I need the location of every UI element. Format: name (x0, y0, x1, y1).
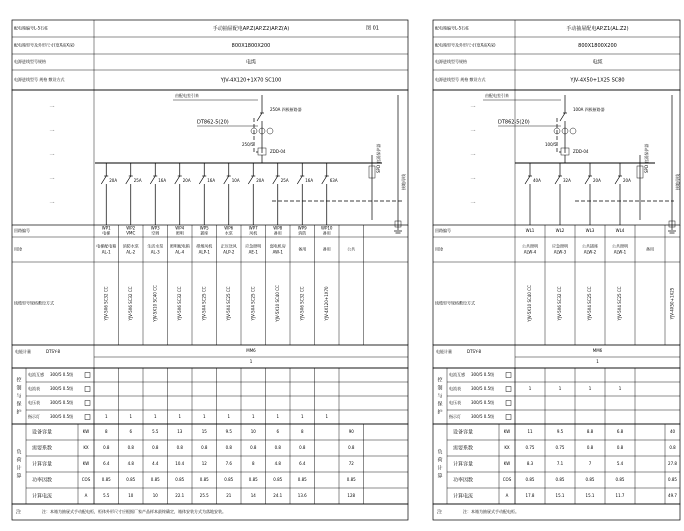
aux-label: ZDD-04 (573, 149, 589, 154)
calc-row-value: 9.5 (225, 429, 232, 434)
calc-side-label: 算 (16, 473, 22, 480)
cable-spec: YJV-4X50+1X25 (669, 287, 675, 320)
tick-marks: 一 (470, 104, 476, 111)
calc-row-value: 0.8 (586, 445, 594, 450)
calc-row-value: 27.8 (668, 461, 677, 466)
calc-row-value: 0.85 (175, 477, 185, 482)
circuit-id: WP10 (321, 225, 333, 231)
calc-row-value: 4.8 (274, 461, 281, 466)
calc-row-label: 设备容量 (453, 429, 474, 436)
calc-side-label: 计 (16, 465, 22, 472)
usage-name: ALW-1 (613, 249, 627, 255)
tick-marks: 一 (49, 128, 55, 135)
calc-side-label: 算 (437, 473, 443, 480)
sub-row-value: 1 (251, 414, 255, 419)
tick-marks: 一 (470, 200, 476, 207)
main-breaker-label: 100A 四极断路器 (573, 107, 605, 112)
calc-row-value: 11.7 (615, 493, 625, 498)
calc-row-value: 8.3 (526, 461, 534, 466)
usage-name: 备用 (646, 246, 654, 252)
header-tag: 图 01 (366, 25, 379, 32)
calc-row-value: 5.5 (152, 429, 159, 434)
meter-row-value: MM6 (246, 348, 256, 353)
breaker-rating: 20A (109, 178, 118, 183)
circuit-row-label: 回路编号 (435, 228, 451, 233)
usage-name: ALW-3 (553, 249, 567, 255)
breaker-rating: 25A (133, 178, 142, 183)
circuit-id: WL2 (555, 228, 565, 233)
cable-spec: YJV-5X10 SC40 CC (274, 285, 280, 322)
ground-label: 接地母线 (675, 174, 680, 190)
circuit-id: WP9 (297, 225, 307, 231)
circuit-id: WP6 (224, 225, 234, 231)
calc-row-value: 0.8 (127, 445, 134, 450)
tick-marks: 一 (470, 176, 476, 183)
calc-row-value: 13.6 (297, 493, 307, 498)
sub-side-label: 与 (16, 393, 22, 400)
cable-spec: YJV-5X4 SC25 CC (201, 286, 207, 321)
calc-row-label: 功率因数 (453, 477, 474, 484)
incoming-note: 由配电室引来 (485, 93, 509, 98)
calc-row-value: 0.75 (525, 445, 535, 450)
sub-row-label: 电压表 (28, 400, 40, 405)
circuit-id: WL4 (615, 228, 625, 233)
meter-label: 100/5 (545, 142, 557, 147)
circuit-id: 备用 (322, 230, 331, 236)
sub-row-code: 300/5 0.5级 (471, 414, 495, 419)
calc-row-value: 0.85 (101, 477, 111, 482)
usage-name: AL-3 (150, 249, 160, 255)
calc-row-value: 8 (104, 429, 108, 434)
tick-marks: 一 (49, 200, 55, 207)
calc-row-value: 6.4 (103, 461, 110, 466)
calc-row-unit: KX (83, 445, 89, 450)
meter-row-label: 电能计量 (15, 349, 31, 354)
calc-row-value: 6.8 (616, 429, 624, 434)
usage-name: AL-1 (101, 249, 111, 255)
circuit-row-label: 回路编号 (14, 228, 30, 233)
calc-row-value: 8.8 (586, 429, 594, 434)
usage-name: 公共 (347, 246, 356, 252)
cable-spec: YJV-5X6 SC32 CC (557, 286, 562, 321)
breaker-rating: 16A (207, 178, 216, 183)
calc-row-value: 0.8 (176, 445, 183, 450)
calc-row-value: 15.1 (555, 493, 565, 498)
calc-row-value: 4.4 (152, 461, 159, 466)
sub-row-code: 300/5 0.5级 (471, 372, 495, 377)
circuit-id: WL1 (525, 228, 535, 233)
calc-row-label: 计算电流 (32, 493, 53, 500)
cable-spec: YJV-5X6 SC32 CC (176, 286, 182, 321)
usage-name: 备用 (322, 246, 331, 252)
usage-name: 应急照明 (552, 243, 568, 249)
calc-row-value: 0.85 (199, 477, 209, 482)
calc-row-value: 7 (588, 461, 592, 466)
calc-row-value: 0.8 (103, 445, 110, 450)
calc-row-unit: KW (503, 461, 511, 466)
cable-spec: YJV-4X120+1X70 (323, 286, 329, 321)
usage-name: AW-1 (272, 249, 283, 255)
footnote-mark: 注 (437, 509, 443, 516)
calc-row-value: 0.75 (555, 445, 565, 450)
tick-marks: 一 (470, 152, 476, 159)
circuit-id: WP3 (150, 225, 160, 231)
usage-name: AE-1 (248, 249, 258, 255)
sub-row-value: 1 (528, 386, 532, 391)
calc-row-label: 需要系数 (453, 445, 474, 452)
circuit-id: 水泵 (224, 230, 233, 236)
cable-spec: YJV-5X4 SC25 CC (617, 286, 622, 321)
footnote: 注：本箱为抽屉式手动配电柜，柜体外形尺寸应根据厂家产品样本最终确定，箱体安装方式为落地安装。 (42, 509, 226, 514)
breaker-rating: 32A (563, 178, 571, 183)
header-value: 800X1800X200 (578, 43, 617, 49)
calc-row-value: 72 (348, 461, 354, 466)
calc-row-value: 10 (152, 493, 158, 498)
calc-row-value: 0.85 (297, 477, 307, 482)
circuit-id: 消防 (298, 230, 307, 236)
breaker-rating: 20A (623, 178, 631, 183)
usage-name: 电梯配电箱 (96, 243, 117, 249)
usage-name: 弱电机房 (269, 243, 286, 249)
breaker-rating: 25A (280, 178, 289, 183)
sub-row-code: 300/5 0.5级 (471, 400, 495, 405)
spd-label: SPD 浪涌保护器 (376, 143, 381, 173)
sub-row-value: 1 (227, 414, 231, 419)
calc-row-value: 8 (251, 461, 255, 466)
breaker-rating: 20A (593, 178, 601, 183)
calc-row-value: 10 (128, 493, 134, 498)
circuit-id: 备用 (273, 230, 282, 236)
circuit-id: WP4 (175, 225, 185, 231)
spd-label: SPD 浪涌保护器 (644, 143, 649, 173)
calc-row-unit: KX (504, 445, 510, 450)
header-label: 配电箱型号及外形尺寸(宽X高X深) (14, 42, 75, 48)
breaker-rating: 20A (182, 178, 191, 183)
breaker-rating: 16A (158, 178, 167, 183)
usage-name: 应急照明 (245, 243, 262, 249)
calc-row-value: 0.8 (152, 445, 159, 450)
calc-row-unit: KW (82, 429, 90, 434)
sub-row-value: 1 (153, 414, 157, 419)
meter-row-code: DTSY-8 (467, 349, 482, 354)
header-value: 电缆 (245, 59, 257, 66)
aux-label: ZDD-04 (270, 149, 286, 154)
meter-row-sub: 1 (596, 359, 599, 364)
circuit-row-label: 线缆型号规格敷设方式 (14, 300, 54, 306)
tick-marks: 一 (470, 128, 476, 135)
breaker-rating: 16A (305, 178, 314, 183)
header-value: 800X1800X200 (231, 43, 271, 49)
cable-spec: YJV-5X4 SC25 CC (587, 286, 592, 321)
circuit-id: VMC (126, 230, 136, 236)
main-breaker-label: 250A 四极断路器 (270, 107, 302, 112)
calc-row-value: 7.6 (225, 461, 232, 466)
sub-row-value: 1 (558, 386, 562, 391)
circuit-id: WP8 (273, 225, 283, 231)
calc-row-value: 13 (177, 429, 183, 434)
circuit-id: 电梯 (102, 230, 111, 236)
cable-spec: YJV-5X10 SC40 CC (152, 285, 158, 322)
calc-side-label: 荷 (16, 457, 22, 464)
calc-row-unit: KW (503, 429, 511, 434)
sub-row-label: 指示灯 (449, 414, 461, 419)
sub-row-value: 1 (129, 414, 133, 419)
circuit-id: 风机 (249, 230, 258, 236)
calc-row-value: 0.85 (525, 477, 535, 482)
calc-row-value: 22.1 (175, 493, 185, 498)
circuit-id: 照明 (175, 230, 184, 236)
circuit-row-label: 线缆型号规格敷设方式 (435, 300, 475, 306)
usage-name: AL-4 (175, 249, 185, 255)
circuit-id: WP5 (199, 225, 209, 231)
meter-row-code: DTSY-8 (46, 349, 61, 354)
header-label: 电源进线型号规格 (14, 59, 46, 64)
usage-name: ALW-2 (583, 249, 597, 255)
sub-row-value: 1 (104, 414, 108, 419)
usage-name: 备用 (298, 246, 307, 252)
sub-row-value: 1 (588, 386, 592, 391)
calc-row-label: 需要系数 (32, 445, 53, 452)
header-value: 手动抽屉配电AP.Z1(AL.Z2) (566, 26, 629, 32)
meter-label: 250/5 (242, 142, 254, 147)
usage-name: ALP-1 (198, 249, 210, 255)
calc-row-value: 6 (129, 429, 133, 434)
sub-row-value: 1 (325, 414, 329, 419)
circuit-id: WP7 (248, 225, 258, 231)
sub-row-label: 电流表 (449, 386, 461, 391)
calc-row-value: 0.85 (615, 477, 625, 482)
calc-row-value: 17.8 (525, 493, 535, 498)
calc-row-label: 功率因数 (32, 477, 53, 484)
calc-row-value: 0.8 (616, 445, 624, 450)
usage-name: ALP-2 (223, 249, 235, 255)
device-code: DT862-5(20) (498, 119, 530, 126)
calc-row-value: 7.1 (556, 461, 564, 466)
footnote-mark: 注 (16, 509, 22, 516)
calc-row-value: 0.8 (250, 445, 257, 450)
calc-row-value: 5.4 (616, 461, 624, 466)
calc-row-unit: A (505, 493, 509, 498)
calc-row-value: 12 (201, 461, 207, 466)
breaker-rating: 63A (329, 178, 338, 183)
sub-side-label: 控 (16, 377, 22, 384)
calc-row-value: 40 (669, 429, 676, 434)
calc-side-label: 计 (437, 465, 443, 472)
sub-row-label: 电压表 (449, 400, 461, 405)
header-value: 电缆 (592, 59, 603, 66)
cable-spec: YJV-5X6 SC32 CC (127, 286, 133, 321)
sub-side-label: 制 (16, 385, 22, 392)
calc-row-value: 5.5 (103, 493, 110, 498)
calc-row-value: 11 (527, 429, 533, 434)
sub-side-label: 与 (437, 393, 443, 400)
calc-row-unit: COS (81, 477, 91, 482)
header-label: 配电箱编号L-5石柱 (14, 25, 49, 31)
header-value: 手动抽屉配电AP.Z(AP.Z2)AP.Z(A) (212, 26, 290, 32)
sub-side-label: 制 (437, 385, 443, 392)
meter-row-value: MM6 (592, 348, 603, 353)
sub-row-code: 300/5 0.5级 (50, 400, 74, 405)
calc-row-value: 0.85 (346, 477, 356, 482)
calc-side-label: 负 (437, 449, 443, 456)
calc-row-value: 0.85 (224, 477, 234, 482)
usage-name: 公共照明 (522, 243, 538, 249)
circuit-id: WP2 (126, 225, 136, 231)
sub-row-value: 1 (178, 414, 182, 419)
calc-row-label: 计算电流 (453, 493, 474, 500)
calc-row-value: 0.85 (126, 477, 136, 482)
usage-name: 正压送风 (220, 243, 237, 249)
sub-row-label: 电流表 (28, 386, 40, 391)
calc-row-value: 0.8 (201, 445, 208, 450)
meter-row-label: 电能计量 (436, 349, 452, 354)
tick-marks: 一 (49, 176, 55, 183)
calc-row-value: 0.85 (585, 477, 595, 482)
calc-row-value: 6.4 (299, 461, 306, 466)
sub-side-label: 护 (16, 409, 22, 416)
circuit-row-label: 用途 (435, 246, 443, 252)
breaker-rating: 20A (256, 178, 265, 183)
header-value: YJV-4X50+1X25 SC80 (570, 77, 625, 84)
circuit-id: WP1 (101, 225, 111, 231)
sub-side-label: 控 (437, 377, 443, 384)
cable-spec: YJV-5X6 SC32 CC (299, 286, 305, 321)
sub-row-label: 电流互感 (28, 372, 44, 377)
calc-row-value: 0.85 (668, 477, 677, 482)
usage-name: 公共照明 (612, 243, 628, 249)
circuit-id: 空调 (151, 230, 160, 236)
header-label: 电源进线型号 规格 敷设方式 (435, 77, 486, 82)
usage-name: 消防水泵 (122, 243, 139, 249)
calc-row-unit: COS (502, 477, 512, 482)
cable-spec: YJV-5X4 SC25 CC (250, 286, 256, 321)
circuit-row-label: 用途 (14, 246, 22, 252)
usage-name: 照明配电箱 (169, 243, 190, 249)
calc-row-unit: KW (82, 461, 90, 466)
sub-side-label: 护 (437, 409, 443, 416)
header-label: 电源进线型号规格 (435, 59, 467, 64)
sub-row-code: 300/5 0.5级 (50, 414, 74, 419)
usage-name: 公共插座 (582, 243, 598, 249)
calc-row-value: 6 (276, 429, 280, 434)
calc-row-value: 10 (250, 429, 256, 434)
sub-side-label: 保 (437, 401, 443, 408)
sub-side-label: 保 (16, 401, 22, 408)
breaker-rating: 10A (231, 178, 240, 183)
calc-row-label: 设备容量 (32, 429, 53, 436)
circuit-id: 插座 (200, 230, 209, 236)
sub-row-code: 300/5 0.5级 (471, 386, 495, 391)
calc-row-value: 90 (348, 429, 354, 434)
usage-name: AL-2 (126, 249, 136, 255)
calc-row-unit: A (84, 493, 88, 498)
device-code: DT862-5(20) (197, 119, 229, 126)
calc-row-value: 0.8 (299, 445, 306, 450)
tick-marks: 一 (49, 104, 55, 111)
calc-row-label: 计算容量 (453, 461, 474, 468)
calc-row-value: 0.85 (273, 477, 283, 482)
calc-row-value: 15 (201, 429, 207, 434)
cable-spec: YJV-5X6 SC32 CC (103, 286, 109, 321)
calc-row-value: 24.1 (273, 493, 283, 498)
calc-side-label: 荷 (437, 457, 443, 464)
header-value: YJV-4X120+1X70 SC100 (220, 77, 282, 84)
calc-side-label: 负 (16, 449, 22, 456)
usage-name: 生活水泵 (147, 243, 164, 249)
calc-row-value: 4.8 (127, 461, 134, 466)
usage-name: 排烟风机 (196, 243, 213, 249)
calc-row-value: 128 (347, 493, 356, 498)
calc-row-value: 10.4 (175, 461, 185, 466)
calc-row-value: 0.85 (248, 477, 258, 482)
calc-row-value: 9.5 (556, 429, 564, 434)
calc-row-value: 0.85 (150, 477, 160, 482)
header-label: 配电箱编号L-5石柱 (435, 25, 470, 31)
calc-row-value: 25.5 (199, 493, 209, 498)
calc-row-value: 14 (250, 493, 256, 498)
sub-row-code: 300/5 0.5级 (50, 386, 74, 391)
cable-spec: YJV-5X4 SC25 CC (225, 286, 231, 321)
circuit-id: WL3 (585, 228, 595, 233)
ground-label: 接地母线 (401, 174, 406, 190)
meter-row-sub: 1 (249, 359, 253, 364)
sub-row-label: 电流互感 (449, 372, 465, 377)
calc-row-value: 0.8 (669, 445, 676, 450)
sub-row-value: 1 (618, 386, 622, 391)
sub-row-value: 1 (276, 414, 280, 419)
calc-row-value: 21 (226, 493, 232, 498)
breaker-rating: 40A (533, 178, 541, 183)
cable-spec: YJV-5X10 SC40 CC (527, 285, 532, 322)
calc-row-value: 0.8 (348, 445, 355, 450)
calc-row-value: 0.8 (225, 445, 232, 450)
footnote: 注：本箱为抽屉式手动配电柜。 (463, 509, 519, 514)
tick-marks: 一 (49, 152, 55, 159)
sub-row-label: 指示灯 (28, 414, 40, 419)
header-label: 电源进线型号 规格 敷设方式 (14, 77, 65, 82)
calc-row-label: 计算容量 (32, 461, 53, 468)
calc-row-value: 8 (300, 429, 304, 434)
calc-row-value: 49.7 (668, 493, 677, 498)
calc-row-value: 0.8 (274, 445, 281, 450)
usage-name: ALW-4 (523, 249, 537, 255)
calc-row-value: 0.85 (555, 477, 565, 482)
sub-row-value: 1 (300, 414, 304, 419)
header-label: 配电箱型号及外形尺寸(宽X高X深) (435, 42, 496, 48)
incoming-note: 由配电室引来 (175, 93, 199, 98)
sub-row-code: 300/5 0.5级 (50, 372, 74, 377)
calc-row-value: 15.1 (585, 493, 595, 498)
sub-row-value: 1 (202, 414, 206, 419)
